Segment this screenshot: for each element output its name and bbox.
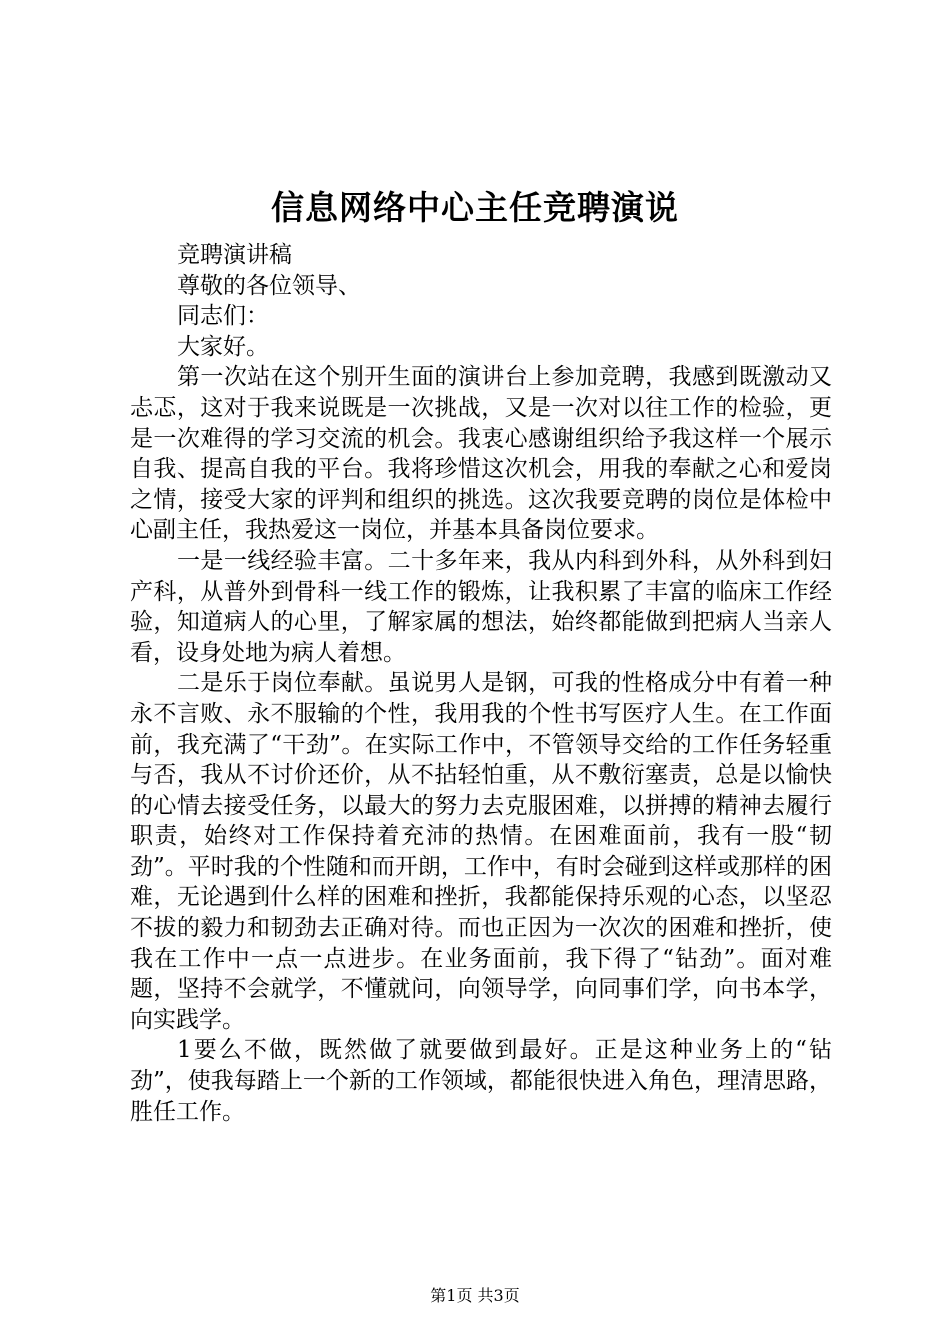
paragraph-salutation-cont: 同志们：	[177, 303, 269, 330]
paragraph-greeting: 大家好。	[177, 333, 269, 360]
paragraph-point-one: 一是一线经验丰富。二十多年来，我从内科到外科，从外科到妇产科，从普外到骨科一线工作的锻炼，让我积累了丰富的临床工作经验，知道病人的心里，了解家属的想法，始终都能做到把病人当亲人看，设身处地为病人着想。	[130, 547, 832, 666]
paragraph-point-two: 二是乐于岗位奉献。虽说男人是钢，可我的性格成分中有着一种永不言败、永不服输的个性，我用我的个性书写医疗人生。在工作面前，我充满了“干劲”。在实际工作中，不管领导交给的工作任务轻重与否，我从不讨价还价，从不拈轻怕重，从不敷衍塞责，总是以愉快的心情去接受任务，以最大的努力去克服困难，以拼搏的精神去履行职责，始终对工作保持着充沛的热情。在困难面前，我有一股“韧劲”。平时我的个性随和而开朗，工作中，有时会碰到这样或那样的困难，无论遇到什么样的困难和挫折，我都能保持乐观的心态，以坚忍不拔的毅力和韧劲去正确对待。而也正因为一次次的困难和挫折，使我在工作中一点一点进步。在业务面前，我下得了“钻劲”。面对难题，坚持不会就学，不懂就问，向领导学，向同事们学，向书本学，向实践学。	[130, 670, 832, 1033]
paragraph-intro: 第一次站在这个别开生面的演讲台上参加竞聘，我感到既激动又忐忑，这对于我来说既是一次挑战，又是一次对以往工作的检验，更是一次难得的学习交流的机会。我衷心感谢组织给予我这样一个展示自我、提高自我的平台。我将珍惜这次机会，用我的奉献之心和爱岗之情，接受大家的评判和组织的挑选。这次我要竞聘的岗位是体检中心副主任，我热爱这一岗位，并基本具备岗位要求。	[130, 364, 832, 544]
paragraph-closing: 1要么不做，既然做了就要做到最好。正是这种业务上的“钻劲”，使我每踏上一个新的工作领域，都能很快进入角色，理清思路，胜任工作。	[130, 1037, 832, 1125]
paragraph-salutation: 尊敬的各位领导、	[177, 272, 361, 299]
document-body	[130, 240, 832, 1127]
page-footer: 第1页 共3页	[430, 1286, 520, 1305]
paragraph-heading-label: 竞聘演讲稿	[177, 242, 292, 268]
document-title: 信息网络中心主任竞聘演说	[271, 188, 679, 227]
